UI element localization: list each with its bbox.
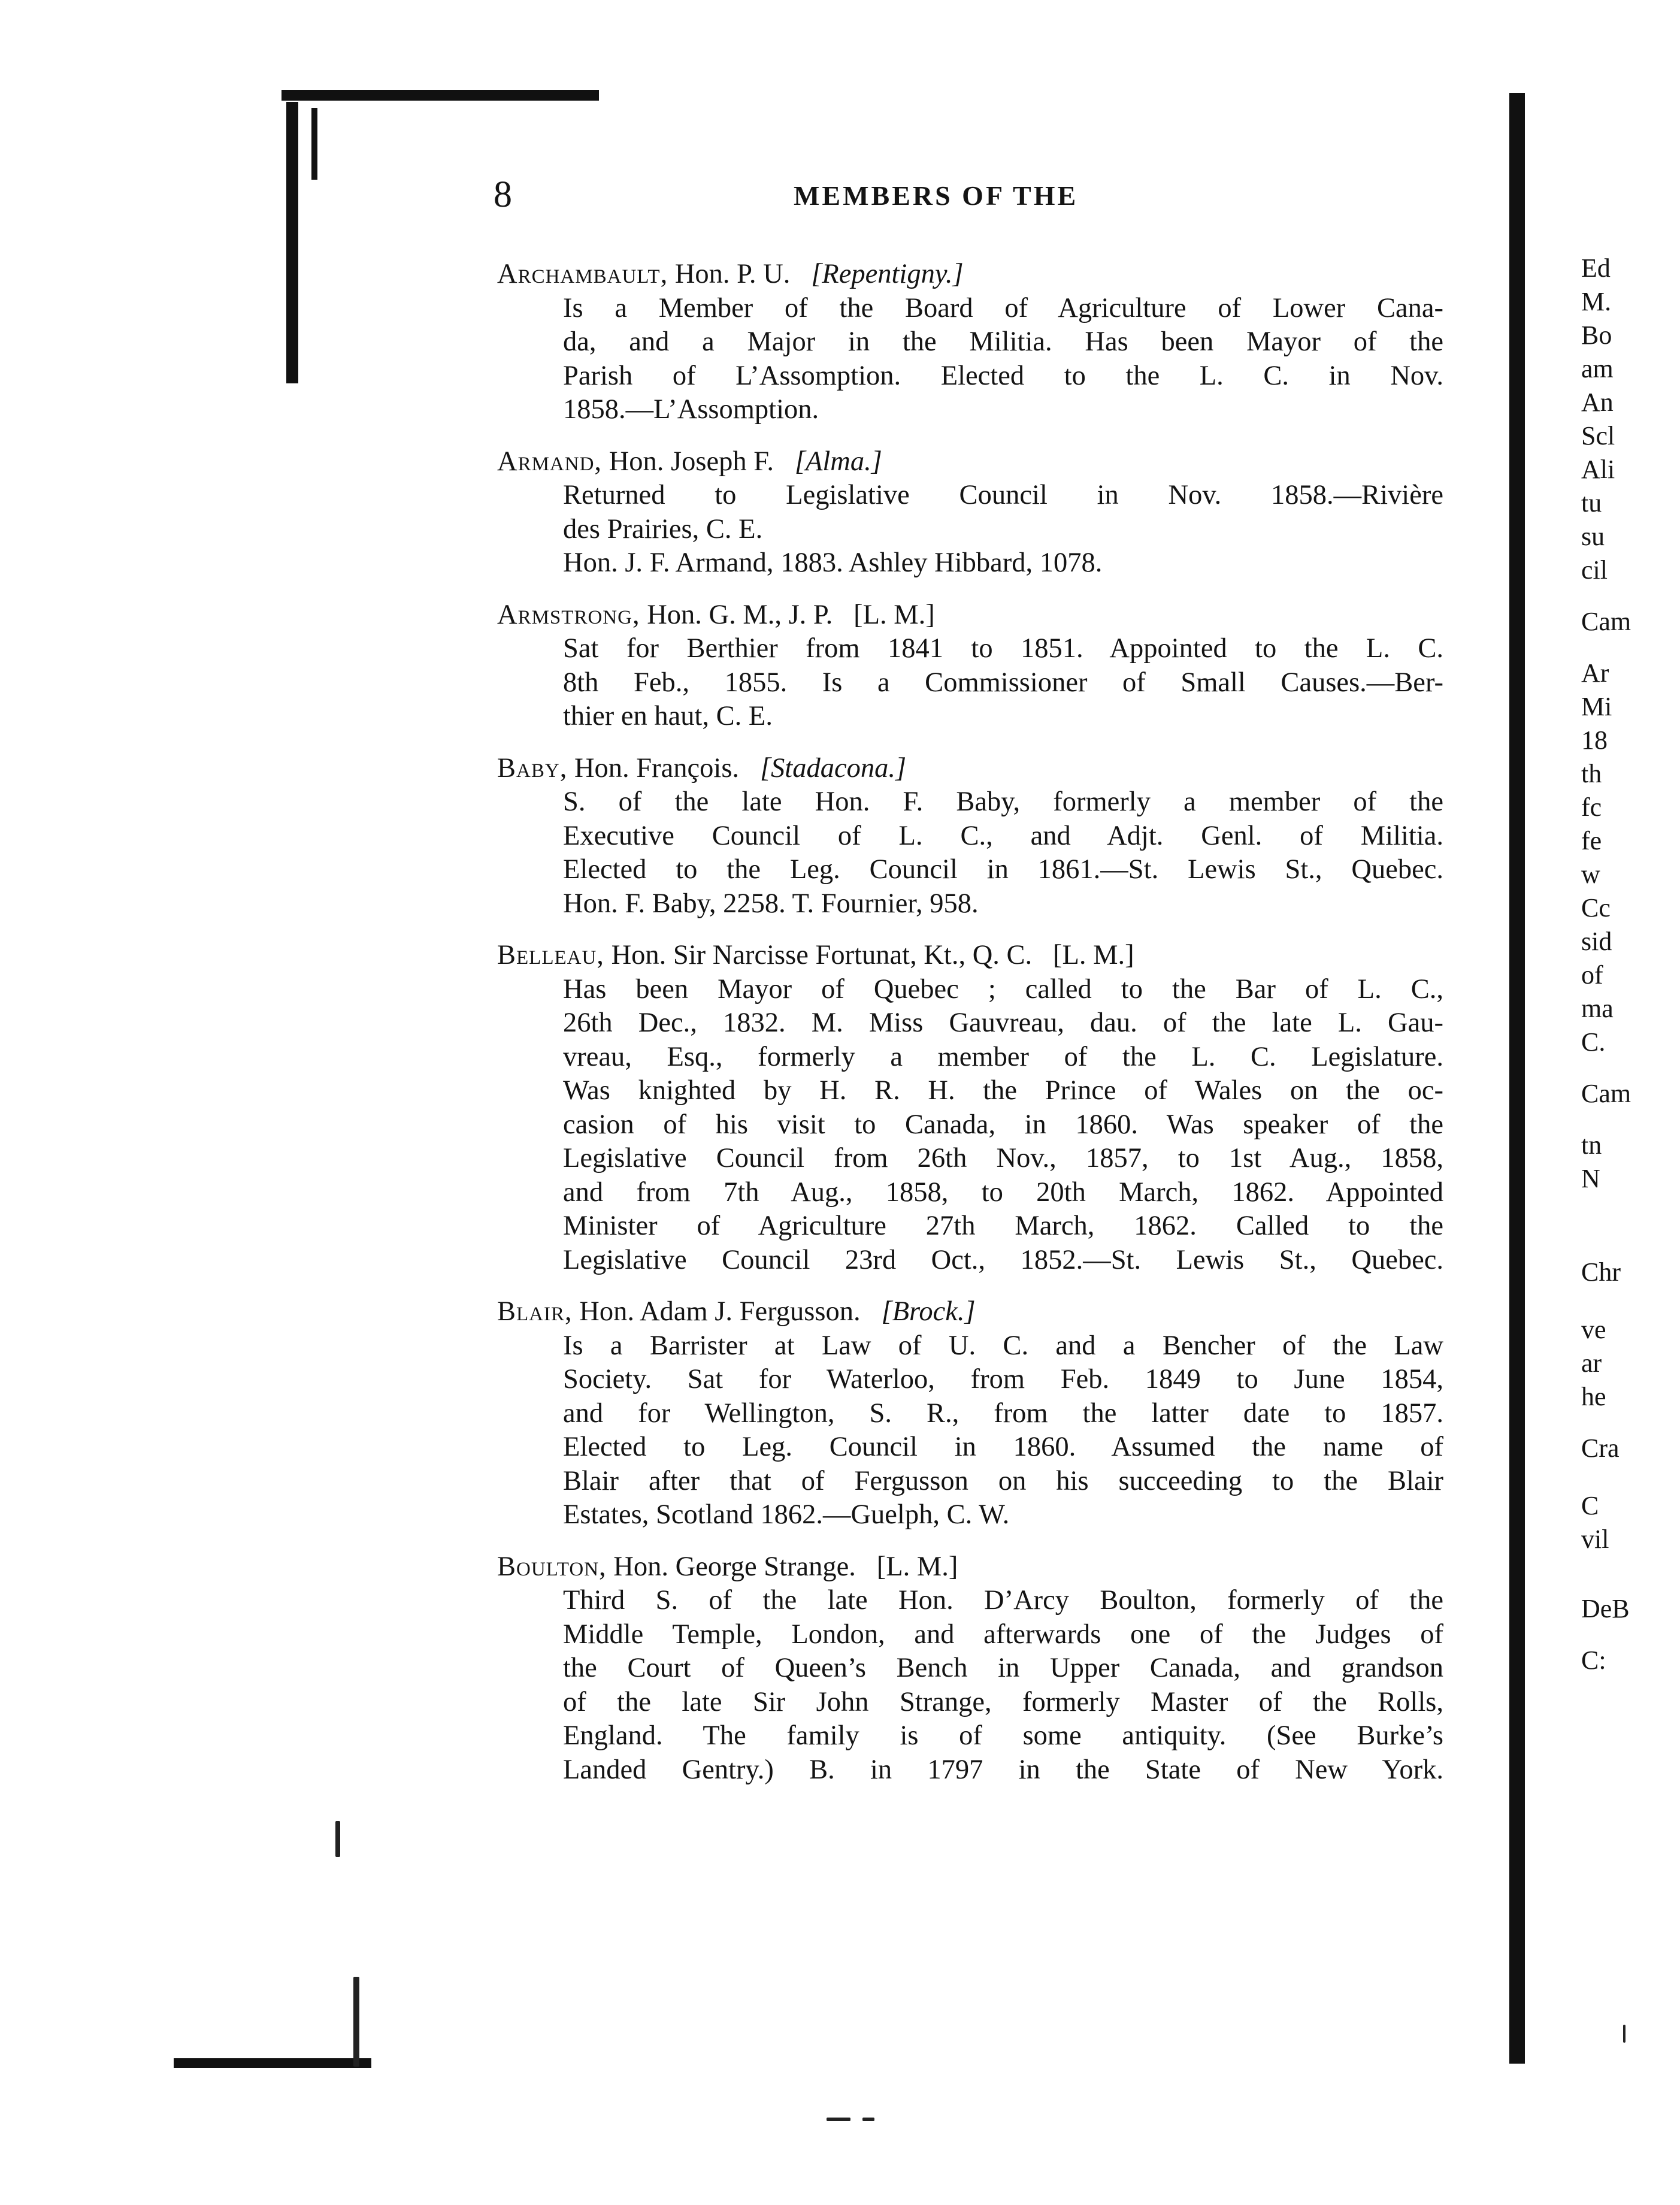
entry-line: Elected to Leg. Council in 1860. Assumed the name of: [563, 1432, 1443, 1462]
scan-mark: [827, 2118, 850, 2121]
bleed-fragment: C:: [1581, 1646, 1606, 1675]
bleed-fragment: th: [1581, 759, 1602, 788]
bleed-fragment: am: [1581, 354, 1614, 383]
entry-blair: [497, 1295, 1443, 1532]
entry-name: Hon. François.: [567, 752, 740, 784]
election-result: Hon. F. Baby, 2258. T. Fournier, 958.: [563, 888, 979, 919]
scan-mark: [1623, 2025, 1625, 2043]
entry-line: da, and a Major in the Militia. Has been Mayor of the: [563, 326, 1443, 357]
entry-surname: Belleau,: [497, 940, 604, 970]
entry-line: Is a Barrister at Law of U. C. and a Bencher of the Law: [563, 1330, 1443, 1361]
scan-edge-left-2: [311, 108, 317, 180]
bleed-fragment: vil: [1581, 1525, 1609, 1554]
entry-line: Minister of Agriculture 27th March, 1862. Called to the: [563, 1211, 1443, 1241]
entry-line: Legislative Council from 26th Nov., 1857, to 1st Aug., 1858,: [563, 1143, 1443, 1173]
entry-line: Third S. of the late Hon. D’Arcy Boulton, formerly of the: [563, 1585, 1443, 1616]
entry-line: S. of the late Hon. F. Baby, formerly a member of the: [563, 787, 1443, 817]
entry-surname: Armand,: [497, 446, 603, 477]
entry-name: Hon. Adam J. Fergusson.: [572, 1296, 861, 1327]
entry-line: of the late Sir John Strange, formerly Master of the Rolls,: [563, 1686, 1443, 1717]
entry-line: 1858.—L’Assomption.: [563, 394, 819, 425]
entry-line: 26th Dec., 1832. M. Miss Gauvreau, dau. of the late L. Gau-: [563, 1008, 1443, 1038]
entry-line: casion of his visit to Canada, in 1860. Was speaker of the: [563, 1109, 1443, 1140]
entry-line: and from 7th Aug., 1858, to 20th March, 1862. Appointed: [563, 1176, 1443, 1208]
election-result: Hon. J. F. Armand, 1883. Ashley Hibbard, 1078.: [563, 548, 1103, 578]
entry-armand: [497, 445, 1443, 580]
bleed-fragment: Ar: [1581, 658, 1609, 688]
entry-division: [L. M.]: [1053, 940, 1134, 970]
entry-heading: [497, 445, 1443, 479]
entry-line: Was knighted by H. R. H. the Prince of Wales on the oc-: [563, 1075, 1443, 1106]
entry-line: Blair after that of Fergusson on his succeeding to the Blair: [563, 1465, 1443, 1496]
entry-armstrong: [497, 598, 1443, 734]
entry-surname: Boulton,: [497, 1551, 607, 1582]
scan-mark: [862, 2118, 874, 2121]
bleed-fragment: Scl: [1581, 421, 1615, 450]
entry-line: vreau, Esq., formerly a member of the L. C. Legislature.: [563, 1041, 1443, 1072]
entry-line: Legislative Council 23rd Oct., 1852.—St. Lewis St., Quebec.: [563, 1244, 1443, 1275]
page-number: 8: [494, 174, 512, 215]
entry-name: Hon. Joseph F.: [602, 446, 774, 477]
entry-line: 8th Feb., 1855. Is a Commissioner of Small Causes.—Ber-: [563, 667, 1443, 698]
entry-name: Hon. G. M., J. P.: [640, 599, 833, 630]
entry-heading: [497, 752, 1443, 786]
bleed-fragment: ve: [1581, 1315, 1606, 1344]
scan-mark: [353, 1977, 359, 2067]
entry-line: Elected to the Leg. Council in 1861.—St. Lewis St., Quebec.: [563, 854, 1443, 885]
entry-heading: [497, 1550, 1443, 1584]
entry-line: Sat for Berthier from 1841 to 1851. Appointed to the L. C.: [563, 633, 1443, 664]
bleed-fragment: Bo: [1581, 320, 1612, 350]
entry-heading: [497, 598, 1443, 633]
entry-division: [Brock.]: [881, 1296, 976, 1327]
bleed-fragment: he: [1581, 1382, 1606, 1411]
scan-edge-bottom: [174, 2058, 371, 2068]
entry-baby: [497, 752, 1443, 921]
entry-belleau: [497, 939, 1443, 1277]
bleed-fragment: Cra: [1581, 1433, 1620, 1463]
bleed-fragment: An: [1581, 388, 1614, 417]
entry-division: [Alma.]: [794, 446, 882, 477]
entry-line: and for Wellington, S. R., from the latter date to 1857.: [563, 1398, 1443, 1429]
scan-edge-left: [286, 102, 298, 383]
bleed-fragment: tn: [1581, 1130, 1602, 1160]
bleed-fragment: Cam: [1581, 1079, 1631, 1108]
entry-division: [L. M.]: [876, 1551, 958, 1582]
entry-surname: Baby,: [497, 752, 568, 784]
bleed-fragment: ma: [1581, 994, 1614, 1023]
entry-heading: [497, 939, 1443, 973]
entry-surname: Armstrong,: [497, 599, 640, 630]
entry-line: Parish of L’Assomption. Elected to the L. C. in Nov.: [563, 360, 1443, 391]
entry-line: the Court of Queen’s Bench in Upper Canada, and grandson: [563, 1653, 1443, 1683]
bleed-fragment: Ed: [1581, 253, 1611, 283]
bleed-fragment: tu: [1581, 488, 1602, 518]
entry-line: Estates, Scotland 1862.—Guelph, C. W.: [563, 1499, 1010, 1530]
bleed-fragment: Mi: [1581, 692, 1612, 721]
entry-name: Hon. Sir Narcisse Fortunat, Kt., Q. C.: [604, 940, 1033, 970]
entry-line: des Prairies, C. E.: [563, 513, 763, 545]
entry-surname: Blair,: [497, 1296, 573, 1327]
entry-division: [Repentigny.]: [811, 259, 964, 289]
entry-line: Landed Gentry.) B. in 1797 in the State of New York.: [563, 1754, 1443, 1785]
facing-page-bleed: [1581, 252, 1671, 1677]
member-entries: [497, 258, 1443, 1805]
bleed-fragment: Cam: [1581, 607, 1631, 636]
entry-heading: [497, 1295, 1443, 1329]
entry-line: England. The family is of some antiquity. (See Burke’s: [563, 1720, 1443, 1751]
bleed-fragment: ar: [1581, 1348, 1602, 1378]
bleed-fragment: cil: [1581, 555, 1608, 585]
scan-edge-right: [1509, 93, 1525, 2064]
bleed-fragment: of: [1581, 960, 1603, 990]
entry-surname: Archambault,: [497, 259, 668, 289]
entry-line: Society. Sat for Waterloo, from Feb. 1849 to June 1854,: [563, 1364, 1443, 1395]
entry-archambault: [497, 258, 1443, 427]
entry-line: thier en haut, C. E.: [563, 701, 773, 731]
bleed-fragment: Cc: [1581, 893, 1611, 922]
entry-line: Has been Mayor of Quebec ; called to the Bar of L. C.,: [563, 973, 1443, 1005]
bleed-fragment: 18: [1581, 725, 1608, 755]
scan-mark: [335, 1821, 340, 1857]
bleed-fragment: Ali: [1581, 455, 1615, 484]
entry-line: Returned to Legislative Council in Nov. 1858.—Rivière: [563, 480, 1443, 510]
entry-boulton: [497, 1550, 1443, 1787]
bleed-fragment: DeB: [1581, 1594, 1630, 1623]
entry-line: Middle Temple, London, and afterwards one of the Judges of: [563, 1619, 1443, 1650]
bleed-fragment: M.: [1581, 287, 1612, 316]
bleed-fragment: su: [1581, 522, 1605, 551]
bleed-fragment: w: [1581, 860, 1600, 889]
bleed-fragment: sid: [1581, 927, 1612, 956]
entry-division: [Stadacona.]: [759, 752, 907, 784]
bleed-fragment: fc: [1581, 793, 1602, 822]
entry-line: Is a Member of the Board of Agriculture of Lower Cana-: [563, 292, 1443, 323]
bleed-fragment: fe: [1581, 826, 1602, 855]
entry-name: Hon. George Strange.: [606, 1551, 856, 1582]
entry-division: [L. M.]: [853, 599, 935, 630]
running-head: MEMBERS OF THE: [794, 180, 1079, 211]
bleed-fragment: C: [1581, 1491, 1599, 1520]
bleed-fragment: N: [1581, 1164, 1600, 1193]
scan-edge-top-left: [281, 90, 599, 101]
bleed-fragment: C.: [1581, 1027, 1606, 1057]
entry-name: Hon. P. U.: [668, 259, 791, 289]
bleed-fragment: Chr: [1581, 1257, 1621, 1287]
entry-line: Executive Council of L. C., and Adjt. Genl. of Militia.: [563, 820, 1443, 851]
entry-heading: [497, 258, 1443, 292]
